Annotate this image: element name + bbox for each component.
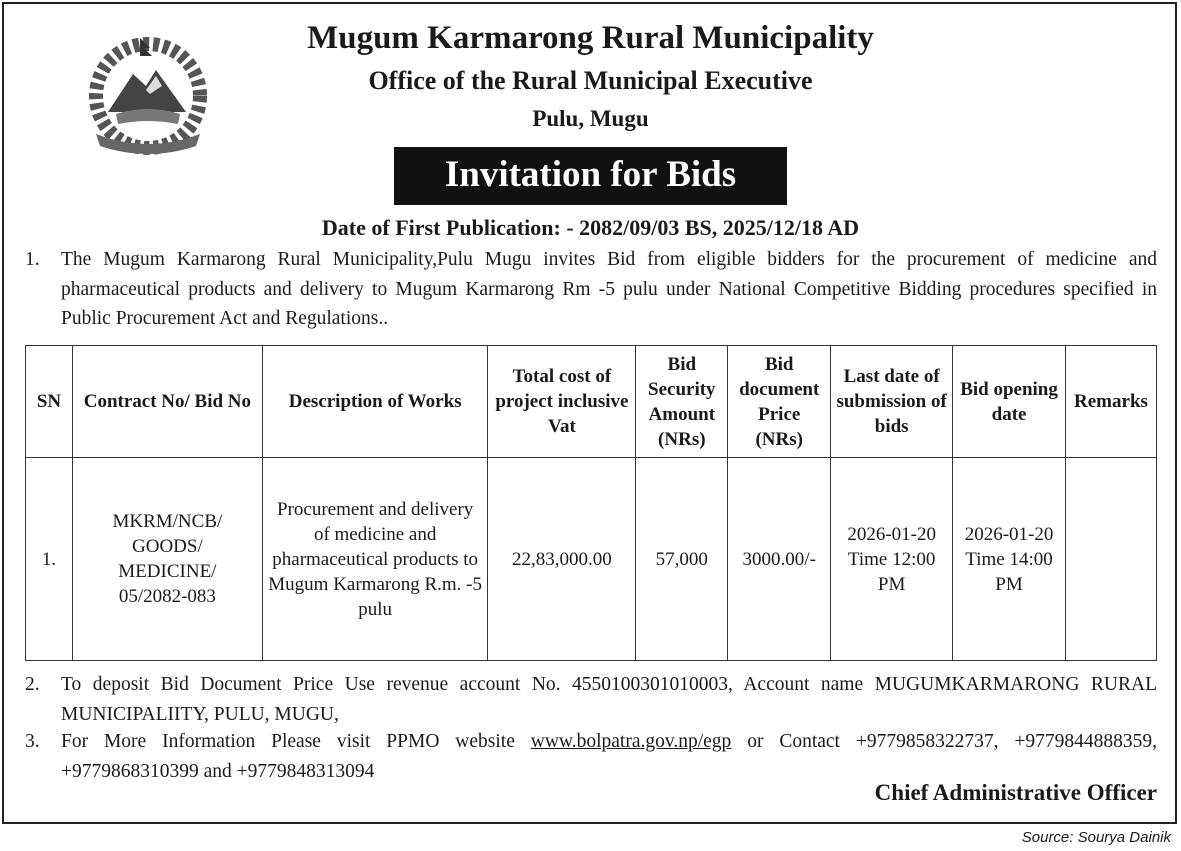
- paragraph-number: 3.: [25, 731, 40, 752]
- org-name: Mugum Karmarong Rural Municipality: [307, 20, 874, 56]
- cell-document-price: 3000.00/-: [728, 458, 831, 661]
- header-description: Description of Works: [262, 346, 488, 458]
- cell-total-cost: 22,83,000.00: [488, 458, 636, 661]
- header-remarks: Remarks: [1065, 346, 1156, 458]
- contact-text: or Contact +9779858322737, +9779844888359, +9779868310399 and +9779848313094: [61, 731, 1157, 782]
- header-opening-date: Bid opening date: [953, 346, 1066, 458]
- source-credit: Source: Sourya Dainik: [1021, 829, 1171, 846]
- paragraph-number: 2.: [25, 674, 40, 695]
- notice-banner: Invitation for Bids: [394, 147, 787, 205]
- table-header-row: [26, 346, 1157, 458]
- paragraph-1: [25, 245, 1157, 334]
- location: Pulu, Mugu: [532, 106, 649, 131]
- header-sn: SN: [26, 346, 73, 458]
- bid-table: [25, 345, 1157, 661]
- paragraph-number: 1.: [25, 249, 40, 270]
- paragraph-text: [61, 727, 1157, 786]
- signature: Chief Administrative Officer: [874, 780, 1157, 805]
- cell-description: Procurement and delivery of medicine and pharmaceutical products to Mugum Karmarong R.m. -5 pulu: [262, 458, 488, 661]
- cell-opening-date: 2026-01-20 Time 14:00 PM: [953, 458, 1066, 661]
- header-contract-no: Contract No/ Bid No: [72, 346, 262, 458]
- cell-submission-date: 2026-01-20 Time 12:00 PM: [831, 458, 953, 661]
- cell-bid-security: 57,000: [636, 458, 728, 661]
- header-total-cost: Total cost of project inclusive Vat: [488, 346, 636, 458]
- paragraph-3: [25, 727, 1157, 786]
- publication-date: Date of First Publication: - 2082/09/03 BS, 2025/12/18 AD: [321, 215, 860, 240]
- cell-remarks: [1065, 458, 1156, 661]
- paragraph-text: To deposit Bid Document Price Use revenue account No. 4550100301010003, Account name MUGUMKARMARONG RURAL MUNICIPALIITY, PULU, MUGU,: [61, 674, 1157, 725]
- paragraph-text: The Mugum Karmarong Rural Municipality,Pulu Mugu invites Bid from eligible bidders for the procurement of medicine and pharmaceutical products and delivery to Mugum Karmarong Rm -5 pulu under National Competitive Bidding procedures specified in Public Procurement Act and Regulations..: [61, 249, 1157, 329]
- office-name: Office of the Rural Municipal Executive: [368, 66, 813, 95]
- header-submission-date: Last date of submission of bids: [831, 346, 953, 458]
- ppmo-website-link[interactable]: www.bolpatra.gov.np/egp: [530, 731, 732, 752]
- table-row: [26, 458, 1157, 661]
- cell-contract-no: MKRM/NCB/ GOODS/ MEDICINE/ 05/2082-083: [72, 458, 262, 661]
- header-document-price: Bid document Price (NRs): [728, 346, 831, 458]
- cell-sn: 1.: [26, 458, 73, 661]
- header-bid-security: Bid Security Amount (NRs): [636, 346, 728, 458]
- paragraph-2: [25, 670, 1157, 729]
- text-before-link: For More Information Please visit PPMO website: [61, 731, 531, 752]
